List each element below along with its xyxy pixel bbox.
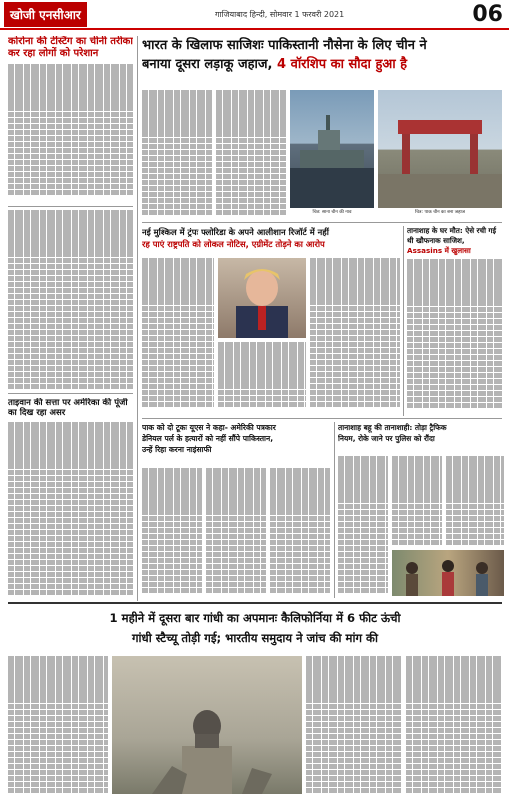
gandhi-statue-photo xyxy=(112,656,302,794)
pak-headline xyxy=(142,422,330,464)
assassins-headline-line1: तानाशाह के घर मौत: ऐसे रची गई xyxy=(407,226,497,235)
assassins-headline-line2: थी खौफनाक साजिश, xyxy=(407,236,465,245)
trump-article-col2 xyxy=(218,342,306,410)
newspaper-name: खोजी एनसीआर xyxy=(4,2,87,27)
trump-headline-line2: रह पाएं राष्ट्रपति को लोकल नोटिस, एग्रीमेंट तोड़ने का आरोप xyxy=(142,239,325,249)
assassins-headline-line3: Assasins में खुलासा xyxy=(407,246,471,255)
article-body xyxy=(407,259,503,413)
left-bottom-story xyxy=(8,398,133,598)
divider xyxy=(8,602,502,604)
pak-article-col2 xyxy=(206,468,266,596)
trump-headline-line1: नई मुश्किल में ट्रंपः फ्लोरिडा के अपने आलीशान रिजॉर्ट में नहीं xyxy=(142,227,329,237)
masthead xyxy=(0,0,509,30)
crowd-illustration xyxy=(392,550,504,596)
trump-headline xyxy=(142,226,400,254)
trump-article-col3 xyxy=(310,258,400,410)
page-number: 06 xyxy=(472,1,503,27)
ship-illustration xyxy=(290,90,374,208)
main-headline xyxy=(142,36,502,86)
pak-article-col3 xyxy=(270,468,330,596)
myanmar-article-col2 xyxy=(392,456,442,546)
divider xyxy=(8,206,133,207)
left-top-headline: कोरोना की टेस्टिंग का चीनी तरीका कर रहा लोगों को परेशान xyxy=(8,36,133,59)
gandhi-article-col3 xyxy=(406,656,502,794)
trump-photo xyxy=(218,258,306,338)
left-mid-story xyxy=(8,210,133,390)
myanmar-headline-line2: नियम, रोके जाने पर पुलिस को रौंदा xyxy=(338,434,435,443)
left-top-story xyxy=(8,36,133,204)
assassins-story xyxy=(407,226,503,416)
divider xyxy=(142,222,502,223)
column-rule xyxy=(334,422,335,598)
myanmar-article-col3 xyxy=(446,456,504,546)
gate-illustration xyxy=(378,90,502,208)
gandhi-article-col1 xyxy=(8,656,108,794)
myanmar-headline-line1: तानाशाह बहू की तानाशाही: तोड़ा ट्रैफिक xyxy=(338,423,447,432)
ship-photo xyxy=(290,90,374,208)
portrait-illustration xyxy=(218,258,306,338)
gandhi-headline xyxy=(8,608,502,652)
divider xyxy=(142,418,502,419)
trump-article-col1 xyxy=(142,258,214,410)
main-article-col1 xyxy=(142,90,212,220)
column-rule xyxy=(403,226,404,416)
gandhi-headline-line2: गांधी स्टैच्यू तोड़ी गई; भारतीय समुदाय ने जांच की मांग की xyxy=(132,631,378,645)
myanmar-photo xyxy=(392,550,504,596)
myanmar-article-col1 xyxy=(338,456,388,596)
main-headline-line2a: बनाया दूसरा लड़ाकू जहाज, xyxy=(142,57,278,72)
statue-illustration xyxy=(112,656,302,794)
article-body xyxy=(8,64,133,196)
pak-headline-line1: पाक को दो टूकः यूएस ने कहा- अमेरिकी पत्रकार xyxy=(142,423,276,432)
pak-article-col1 xyxy=(142,468,202,596)
photo-caption: चित्र: पाक चीन का बना जहाज xyxy=(415,210,465,215)
main-headline-line1: भारत के खिलाफ साजिशः पाकिस्तानी नौसेना के लिए चीन ने xyxy=(142,38,427,53)
pak-headline-line3: उन्हें रिहा करना नाइंसाफी xyxy=(142,445,212,454)
edition-date: गाजियाबाद हिन्दी, सोमवार 1 फरवरी 2021 xyxy=(214,9,345,19)
main-article-col2 xyxy=(216,90,286,220)
gandhi-article-col2 xyxy=(306,656,402,794)
myanmar-headline xyxy=(338,422,504,452)
pak-headline-line2: डेनियल पर्ल के हत्यारों को नहीं सौंपे पाकिस्तान, xyxy=(142,434,274,443)
article-body xyxy=(8,210,133,390)
divider xyxy=(8,393,133,394)
column-rule xyxy=(137,36,138,601)
gate-photo xyxy=(378,90,502,208)
photo-caption: चित्र: साना चीन की नाव xyxy=(312,210,352,215)
article-body xyxy=(8,422,133,598)
main-headline-line2b: 4 वॉरशिप का सौदा हुआ है xyxy=(277,57,408,72)
gandhi-headline-line1: 1 महीने में दूसरा बार गांधी का अपमानः कैलिफोर्निया में 6 फीट ऊंची xyxy=(109,611,401,625)
left-bottom-headline: ताइवान की सत्ता पर अमेरिका की पूंजी का दिख रहा असर xyxy=(8,398,128,418)
